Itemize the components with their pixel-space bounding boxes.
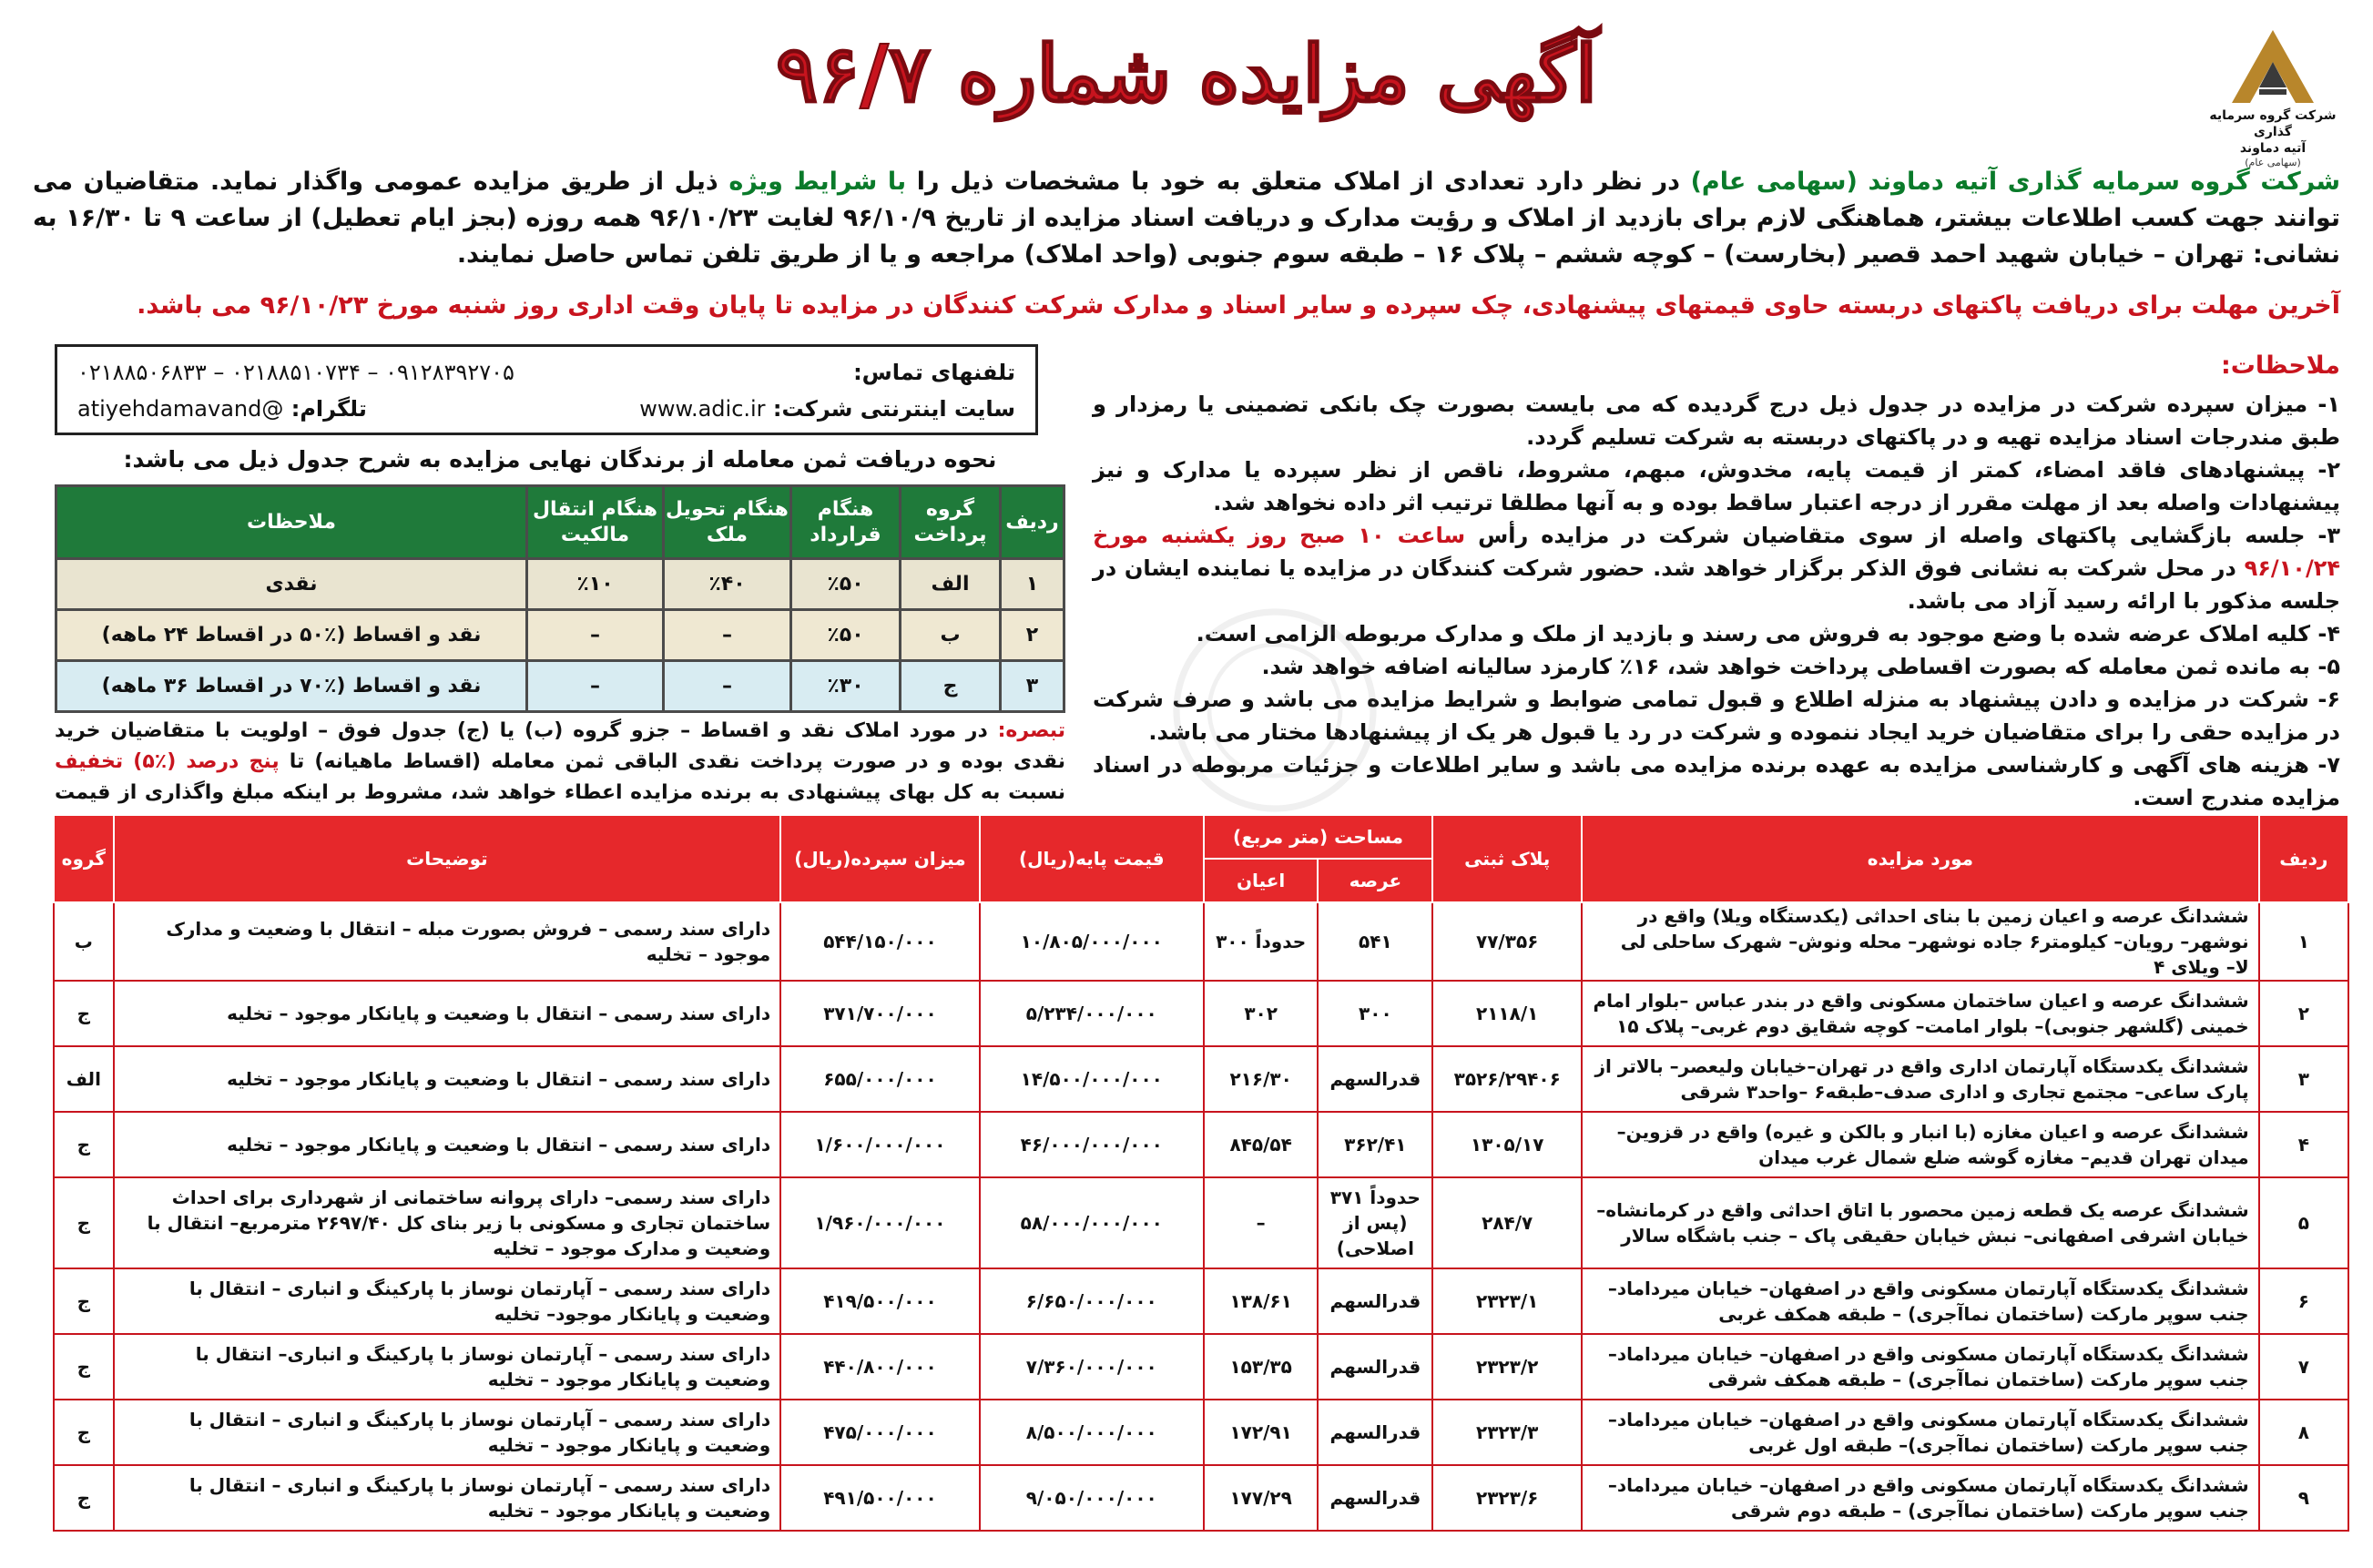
col-base: قیمت پایه(ریال)	[980, 815, 1204, 902]
cell-base: ۶/۶۵۰/۰۰۰/۰۰۰	[980, 1268, 1204, 1334]
cell-desc: دارای سند رسمی – انتقال با وضعیت و پایانکار موجود – تخلیه	[114, 1112, 780, 1177]
cell-base: ۱۰/۸۰۵/۰۰۰/۰۰۰	[980, 902, 1204, 981]
cell-deposit: ۴۷۵/۰۰۰/۰۰۰	[780, 1400, 980, 1465]
col-deposit: میزان سپرده(ریال)	[780, 815, 980, 902]
cell-ayan: حدوداً ۳۰۰	[1204, 902, 1319, 981]
note-3-c: در محل شرکت به نشانی فوق الذکر برگزار خواهد شد. حضور شرکت کنندگان در مزایده یا نماینده ایشان در جلسه مذکور با ارائه رسید آزاد می باشد.	[1093, 555, 2340, 614]
table-row	[54, 902, 2348, 981]
cell-desc: دارای سند رسمی – آپارتمان نوساز با پارکینگ و انباری– انتقال با وضعیت و پایانکار موجود – تخلیه	[114, 1334, 780, 1400]
pay-cell: الف	[901, 559, 1001, 610]
contact-box	[55, 344, 1038, 435]
cell-ayan: ۱۵۳/۳۵	[1204, 1334, 1319, 1400]
cell-plak: ۷۷/۳۵۶	[1432, 902, 1582, 981]
pay-header: ملاحظات	[56, 486, 527, 559]
cell-group: الف	[54, 1046, 114, 1112]
pay-header: گروه پرداخت	[901, 486, 1001, 559]
cell-base: ۷/۳۶۰/۰۰۰/۰۰۰	[980, 1334, 1204, 1400]
cell-radif: ۳	[2259, 1046, 2348, 1112]
cell-desc: دارای سند رسمی – آپارتمان نوساز با پارکینگ و انباری – انتقال با وضعیت و پایانکار موجود – تخلیه	[114, 1400, 780, 1465]
cell-arse: ۳۰۰	[1318, 981, 1432, 1046]
col-radif: ردیف	[2259, 815, 2348, 902]
cell-plak: ۳۵۲۶/۲۹۴۰۶	[1432, 1046, 1582, 1112]
cell-ayan: ۳۰۲	[1204, 981, 1319, 1046]
phones-value: ۰۲۱۸۸۵۰۶۸۳۳ – ۰۲۱۸۸۵۱۰۷۳۴ – ۰۹۱۲۸۳۹۲۷۰۵	[77, 360, 514, 385]
col-area: مساحت (متر مربع)	[1204, 815, 1432, 859]
cell-item: ششدانگ عرصه و اعیان ساختمان مسکونی واقع در بندر عباس –بلوار امام خمینی (گلشهر جنوبی)– بلوار امامت– کوچه شقایق دوم غربی– پلاک ۱۵	[1582, 981, 2258, 1046]
cell-group: ج	[54, 1112, 114, 1177]
cell-deposit: ۴۹۱/۵۰۰/۰۰۰	[780, 1465, 980, 1531]
cell-radif: ۸	[2259, 1400, 2348, 1465]
note-1: ۱- میزان سپرده شرکت در مزایده در جدول ذیل درج گردیده که می بایست بصورت چک بانکی تضمینی یا رمزدار و طبق مندرجات اسناد مزایده تهیه و در پاکتهای دربسته به شرکت تسلیم گردد.	[1093, 392, 2340, 450]
site-label: سایت اینترنتی شرکت:	[772, 396, 1015, 422]
cell-radif: ۴	[2259, 1112, 2348, 1177]
payment-table	[55, 484, 1065, 713]
cell-desc: دارای سند رسمی – فروش بصورت مبله – انتقال با وضعیت و مدارک موجود – تخلیه	[114, 902, 780, 981]
cell-plak: ۱۳۰۵/۱۷	[1432, 1112, 1582, 1177]
note-7: ۷- هزینه های آگهی و کارشناسی مزایده به عهده برنده مزایده می باشد و سایر اطلاعات و جزئیات مربوطه در اسناد مزایده مندرج است.	[1093, 752, 2340, 810]
cell-plak: ۲۳۲۳/۱	[1432, 1268, 1582, 1334]
pay-cell: –	[664, 610, 791, 661]
pay-cell: نقد و اقساط (٪۷۰ در اقساط ۳۶ ماهه)	[56, 661, 527, 712]
note-4: ۴- کلیه املاک عرضه شده با وضع موجود به فروش می رسند و بازدید از ملک و مدارک مربوطه الزامی است.	[1196, 621, 2340, 647]
cell-base: ۴۶/۰۰۰/۰۰۰/۰۰۰	[980, 1112, 1204, 1177]
cell-item: ششدانگ عرصه یک قطعه زمین محصور با اتاق احداثی واقع در کرمانشاه– خیابان اشرفی اصفهانی– نبش خیابان حقیقی پاک – جنب باشگاه سالار	[1582, 1177, 2258, 1268]
cell-ayan: ۸۴۵/۵۴	[1204, 1112, 1319, 1177]
cell-deposit: ۴۱۹/۵۰۰/۰۰۰	[780, 1268, 980, 1334]
pay-cell: ب	[901, 610, 1001, 661]
cell-arse: قدرالسهم	[1318, 1465, 1432, 1531]
col-desc: توضیحات	[114, 815, 780, 902]
cell-plak: ۲۱۱۸/۱	[1432, 981, 1582, 1046]
table-row	[54, 1177, 2348, 1268]
pay-cell: نقد و اقساط (٪۵۰ در اقساط ۲۴ ماهه)	[56, 610, 527, 661]
cell-desc: دارای سند رسمی – آپارتمان نوساز با پارکینگ و انباری – انتقال با وضعیت و پایانکار موجود – تخلیه	[114, 1465, 780, 1531]
pay-cell: ۳	[1001, 661, 1064, 712]
cell-desc: دارای سند رسمی– دارای پروانه ساختمانی از شهرداری برای احداث ساختمان تجاری و مسکونی با زیر بنای کل ۲۶۹۷/۴۰ مترمربع– انتقال با وضعیت و مدارک موجود – تخلیه	[114, 1177, 780, 1268]
intro-company: شرکت گروه سرمایه گذاری آتیه دماوند (سهامی عام)	[1690, 168, 2340, 196]
cell-group: ج	[54, 1465, 114, 1531]
pay-cell: ج	[901, 661, 1001, 712]
telegram-label: تلگرام:	[290, 396, 367, 422]
cell-ayan: ۱۷۷/۲۹	[1204, 1465, 1319, 1531]
cell-item: ششدانگ عرصه و اعیان زمین با بنای احداثی (یکدستگاه ویلا) واقع در نوشهر– رویان– کیلومتر۶ جاده نوشهر– محله ونوش– شهرک ساحلی لی لا– ویلای ۴	[1582, 902, 2258, 981]
note-3-b: ساعت ۱۰ صبح روز یکشنبه مورخ ۹۶/۱۰/۲۴	[1093, 523, 2340, 581]
note-5: ۵- به مانده ثمن معامله که بصورت اقساطی پرداخت خواهد شد، ۱۶٪ کارمزد سالیانه اضافه خواهد شد.	[1261, 654, 2340, 679]
cell-arse: قدرالسهم	[1318, 1268, 1432, 1334]
pay-cell: –	[664, 661, 791, 712]
pay-cell: نقدی	[56, 559, 527, 610]
cell-base: ۸/۵۰۰/۰۰۰/۰۰۰	[980, 1400, 1204, 1465]
cell-item: ششدانگ یکدستگاه آپارتمان اداری واقع در تهران–خیابان ولیعصر– بالاتر از پارک ساعی– مجتمع تجاری و اداری صدف–طبقه۶ –واحد۳ شرقی	[1582, 1046, 2258, 1112]
cell-deposit: ۱/۹۶۰/۰۰۰/۰۰۰	[780, 1177, 980, 1268]
pay-cell: ۱	[1001, 559, 1064, 610]
pay-row	[56, 661, 1064, 712]
intro-special: با شرایط ویژه	[728, 168, 907, 196]
pay-header: هنگام تحویل ملک	[664, 486, 791, 559]
cell-base: ۵/۲۳۴/۰۰۰/۰۰۰	[980, 981, 1204, 1046]
note-6: ۶- شرکت در مزایده و دادن پیشنهاد به منزله اطلاع و قبول تمامی ضوابط و شرایط مزایده می باشد و صرف شرکت در مزایده حقی را برای متقاضیان خرید ایجاد ننموده و شرکت در رد یا قبول هر یک از پیشنهادها مختار می باشد.	[1093, 687, 2340, 745]
cell-base: ۵۸/۰۰۰/۰۰۰/۰۰۰	[980, 1177, 1204, 1268]
cell-group: ج	[54, 981, 114, 1046]
cell-deposit: ۶۵۵/۰۰۰/۰۰۰	[780, 1046, 980, 1112]
cell-base: ۹/۰۵۰/۰۰۰/۰۰۰	[980, 1465, 1204, 1531]
pay-cell: –	[527, 610, 664, 661]
cell-group: ج	[54, 1268, 114, 1334]
cell-radif: ۷	[2259, 1334, 2348, 1400]
cell-plak: ۲۸۴/۷	[1432, 1177, 1582, 1268]
cell-group: ب	[54, 902, 114, 981]
cell-radif: ۲	[2259, 981, 2348, 1046]
table-row	[54, 1465, 2348, 1531]
cell-item: ششدانگ یکدستگاه آپارتمان مسکونی واقع در اصفهان– خیابان میرداماد– جنب سوپر مارکت (ساختمان نماآجری) – طبقه دوم شرقی	[1582, 1465, 2258, 1531]
pay-header: ردیف	[1001, 486, 1064, 559]
cell-item: ششدانگ یکدستگاه آپارتمان مسکونی واقع در اصفهان– خیابان میرداماد– جنب سوپر مارکت (ساختمان نماآجری)– طبقه اول غربی	[1582, 1400, 2258, 1465]
pay-row	[56, 610, 1064, 661]
contact-phones-row	[77, 354, 1015, 391]
col-item: مورد مزایده	[1582, 815, 2258, 902]
pay-cell: ٪۵۰	[791, 610, 901, 661]
cell-item: ششدانگ یکدستگاه آپارتمان مسکونی واقع در اصفهان– خیابان میرداماد– جنب سوپر مارکت (ساختمان نماآجری) – طبقه همکف شرقی	[1582, 1334, 2258, 1400]
cell-deposit: ۴۴۰/۸۰۰/۰۰۰	[780, 1334, 980, 1400]
cell-item: ششدانگ عرصه و اعیان مغازه (با انبار و بالکن و غیره) واقع در قزوین– میدان تهران قدیم– مغازه گوشه ضلع شمال غرب میدان	[1582, 1112, 2258, 1177]
col-group: گروه	[54, 815, 114, 902]
cell-deposit: ۳۷۱/۷۰۰/۰۰۰	[780, 981, 980, 1046]
cell-group: ج	[54, 1177, 114, 1268]
cell-radif: ۵	[2259, 1177, 2348, 1268]
cell-group: ج	[54, 1400, 114, 1465]
intro-paragraph	[33, 164, 2340, 273]
cell-desc: دارای سند رسمی – انتقال با وضعیت و پایانکار موجود – تخلیه	[114, 981, 780, 1046]
table-row	[54, 1334, 2348, 1400]
table-row	[54, 1046, 2348, 1112]
note-2: ۲- پیشنهادهای فاقد امضاء، کمتر از قیمت پایه، مخدوش، مبهم، مشروط، ناقص از نظر سپرده یا مدارک و نیز پیشنهادات واصله بعد از مهلت مقرر از درجه اعتبار ساقط بوده و به آنها مطلقا ترتیب اثر داده نخواهد شد.	[1093, 457, 2340, 515]
cell-radif: ۱	[2259, 902, 2348, 981]
cell-deposit: ۱/۶۰۰/۰۰۰/۰۰۰	[780, 1112, 980, 1177]
cell-deposit: ۵۴۴/۱۵۰/۰۰۰	[780, 902, 980, 981]
pay-cell: ٪۵۰	[791, 559, 901, 610]
cell-group: ج	[54, 1334, 114, 1400]
intro-text-1: در نظر دارد تعدادی از املاک متعلق به خود با مشخصات ذیل را	[906, 168, 1691, 196]
table-row	[54, 981, 2348, 1046]
notes-heading: ملاحظات:	[2220, 351, 2340, 380]
col-arse: عرصه	[1318, 859, 1432, 902]
cell-desc: دارای سند رسمی – انتقال با وضعیت و پایانکار موجود – تخلیه	[114, 1046, 780, 1112]
cell-item: ششدانگ یکدستگاه آپارتمان مسکونی واقع در اصفهان– خیابان میرداماد– جنب سوپر مارکت (ساختمان نماآجری) – طبقه همکف غربی	[1582, 1268, 2258, 1334]
pay-header: هنگام قرارداد	[791, 486, 901, 559]
watermark-icon	[1166, 601, 1384, 820]
cell-ayan: ۱۷۲/۹۱	[1204, 1400, 1319, 1465]
payment-table-title: نحوه دریافت ثمن معامله از برندگان نهایی مزایده به شرح جدول ذیل می باشد:	[123, 446, 997, 473]
table-row	[54, 1400, 2348, 1465]
cell-base: ۱۴/۵۰۰/۰۰۰/۰۰۰	[980, 1046, 1204, 1112]
cell-plak: ۲۳۲۳/۳	[1432, 1400, 1582, 1465]
cell-desc: دارای سند رسمی – آپارتمان نوساز با پارکینگ و انباری – انتقال با وضعیت و پایانکار موجود– تخلیه	[114, 1268, 780, 1334]
pay-cell: –	[527, 661, 664, 712]
deadline-text: آخرین مهلت برای دریافت پاکتهای دربسته حاوی قیمتهای پیشنهادی، چک سپرده و سایر اسناد و مدارک شرکت کنندگان در مزایده تا پایان وقت اداری روز شنبه مورخ ۹۶/۱۰/۲۳ می باشد.	[137, 291, 2340, 320]
pay-cell: ۲	[1001, 610, 1064, 661]
auction-items-table	[53, 814, 2349, 1532]
cell-ayan: ۱۳۸/۶۱	[1204, 1268, 1319, 1334]
col-ayan: اعیان	[1204, 859, 1319, 902]
intro-text-2: ذیل از طریق مزایده عمومی واگذار نماید. متقاضیان می توانند جهت کسب اطلاعات بیشتر، هماهنگی لازم برای بازدید از املاک و رؤیت مدارک و دریافت اسناد مزایده از تاریخ ۹۶/۱۰/۹ لغایت ۹۶/۱۰/۲۳ همه روزه (بجز ایام تعطیل) از ساعت ۹ تا ۱۶/۳۰ به نشانی: تهران – خیابان شهید احمد قصیر (بخارست) – کوچه ششم – پلاک ۱۶ – طبقه سوم جنوبی (واحد املاک) مراجعه و یا از طریق تلفن تماس حاصل نمایند.	[33, 168, 2340, 269]
cell-radif: ۶	[2259, 1268, 2348, 1334]
cell-arse: قدرالسهم	[1318, 1400, 1432, 1465]
cell-radif: ۹	[2259, 1465, 2348, 1531]
telegram-link[interactable]: @atiyehdamavand	[77, 396, 284, 422]
cell-arse: قدرالسهم	[1318, 1334, 1432, 1400]
pay-cell: ٪۳۰	[791, 661, 901, 712]
logo-name: شرکت گروه سرمایه گذاری	[2209, 108, 2337, 139]
pay-cell: ٪۱۰	[527, 559, 664, 610]
cell-plak: ۲۳۲۳/۶	[1432, 1465, 1582, 1531]
cell-arse: ۳۶۲/۴۱	[1318, 1112, 1432, 1177]
cell-plak: ۲۳۲۳/۲	[1432, 1334, 1582, 1400]
cell-arse: قدرالسهم	[1318, 1046, 1432, 1112]
tabsereh-text-2: نسبت به کل بهای پیشنهادی به برنده مزایده اعطاء خواهد شد، مشروط بر اینکه مبلغ واگذاری از قیمت	[55, 781, 1065, 804]
page-title: آگهی مزایده شماره ۹۶/۷	[775, 28, 1598, 120]
contact-web-row	[77, 391, 1015, 427]
cell-ayan: ۲۱۶/۳۰	[1204, 1046, 1319, 1112]
site-link[interactable]: www.adic.ir	[639, 396, 766, 422]
col-plak: پلاک ثبتی	[1432, 815, 1582, 902]
logo-sub: (سهامی عام)	[2245, 157, 2301, 168]
pay-cell: ٪۴۰	[664, 559, 791, 610]
cell-arse: حدوداً ۳۷۱ (پس از اصلاحی)	[1318, 1177, 1432, 1268]
tabsereh-discount: پنج درصد (٪۵) تخفیف	[55, 750, 280, 773]
pay-header: هنگام انتقال مالکیت	[527, 486, 664, 559]
pay-row	[56, 559, 1064, 610]
logo-name2: آتیه دماوند	[2239, 141, 2307, 156]
note-3-a: ۳- جلسه بازگشایی پاکتهای واصله از سوی متقاضیان شرکت در مزایده رأس	[1465, 523, 2340, 548]
tabsereh-text-1: در مورد املاک نقد و اقساط – جزو گروه (ب) یا (ج) جدول فوق – اولویت با متقاضیان خرید نقدی بوده و در صورت پرداخت نقدی الباقی ثمن معامله (اقساط ماهیانه) تا	[55, 719, 1065, 773]
cell-ayan: –	[1204, 1177, 1319, 1268]
tabsereh-heading: تبصره:	[997, 719, 1065, 742]
cell-arse: ۵۴۱	[1318, 902, 1432, 981]
table-row	[54, 1112, 2348, 1177]
phones-label: تلفنهای تماس:	[853, 360, 1015, 385]
table-row	[54, 1268, 2348, 1334]
